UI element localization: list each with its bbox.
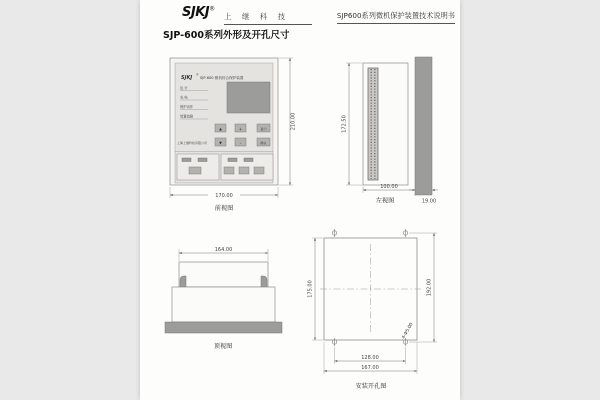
panel-brand: SJKJ bbox=[181, 75, 193, 81]
left-view-label: 左视图 bbox=[375, 197, 395, 205]
brand-logo-text: SJKJ bbox=[182, 5, 210, 20]
indicator-label-fault: 装置故障 bbox=[180, 114, 194, 119]
key-confirm-label: 确认 bbox=[260, 140, 267, 145]
case-rear-outline bbox=[179, 262, 268, 287]
key-down-label: ▼ bbox=[219, 141, 222, 145]
control-right-button bbox=[224, 167, 234, 174]
terminal-block bbox=[368, 68, 378, 180]
top-dim-width: 164.00 bbox=[214, 247, 233, 253]
install-dim-hole-span-v: 192.00 bbox=[426, 278, 433, 297]
panel-brand-reg-icon: ® bbox=[196, 73, 199, 77]
key-minus-label: - bbox=[239, 141, 242, 147]
brand-logo bbox=[182, 5, 215, 20]
left-dim-thickness: 19.00 bbox=[421, 198, 437, 205]
install-dim-hole-span-h: 128.00 bbox=[361, 355, 379, 361]
key-plus-label: + bbox=[238, 127, 243, 133]
front-view-label: 前视图 bbox=[214, 205, 234, 212]
page-title: SJP-600系列外形及开孔尺寸 bbox=[163, 30, 290, 41]
install-cutout-drawing bbox=[300, 225, 458, 395]
lcd-screen bbox=[227, 82, 270, 113]
left-view-drawing bbox=[335, 50, 460, 215]
left-dim-height: 172.50 bbox=[341, 115, 348, 133]
left-dim-depth: 100.00 bbox=[380, 184, 398, 190]
led-window bbox=[182, 158, 191, 162]
control-right-button bbox=[239, 167, 249, 174]
panel-company-line: 上海上继科技有限公司 bbox=[177, 141, 208, 145]
document-page bbox=[140, 0, 460, 400]
company-name: 上 继 科 技 bbox=[224, 11, 312, 25]
front-dim-height: 210.00 bbox=[290, 112, 297, 131]
control-right-button bbox=[254, 167, 264, 174]
indicator-label-charge: 充 电 bbox=[180, 95, 188, 100]
led-window bbox=[244, 158, 253, 162]
front-dim-width: 170.00 bbox=[215, 192, 233, 199]
install-dim-cutout-height: 175.00 bbox=[307, 280, 314, 298]
panel-model-title: SJP-600 微机综合保护装置 bbox=[200, 75, 244, 80]
led-window bbox=[198, 158, 207, 162]
mounting-clip bbox=[180, 276, 186, 287]
control-left-button bbox=[189, 167, 201, 174]
indicator-label-protect: 保护动作 bbox=[180, 105, 194, 109]
top-view-label: 顶视图 bbox=[213, 343, 233, 350]
case-front-outline bbox=[172, 287, 275, 322]
panel-slab-top bbox=[165, 322, 282, 333]
panel-slab bbox=[415, 57, 432, 195]
registered-mark-icon: ® bbox=[209, 5, 215, 13]
mounting-clip bbox=[261, 276, 267, 287]
key-up-label: ▲ bbox=[219, 127, 222, 131]
install-dim-cutout-width: 167.00 bbox=[361, 365, 379, 371]
hole-note: 4-Φ5.00 bbox=[401, 322, 415, 340]
document-header-title: SJP600系列微机保护装置技术说明书 bbox=[337, 11, 455, 24]
install-view-label: 安装开孔图 bbox=[355, 383, 387, 390]
front-view-drawing bbox=[158, 50, 314, 215]
top-view-drawing bbox=[160, 240, 300, 355]
key-reset-label: 复归 bbox=[260, 126, 267, 131]
indicator-label-run: 运 行 bbox=[180, 86, 188, 90]
led-window bbox=[228, 158, 237, 162]
